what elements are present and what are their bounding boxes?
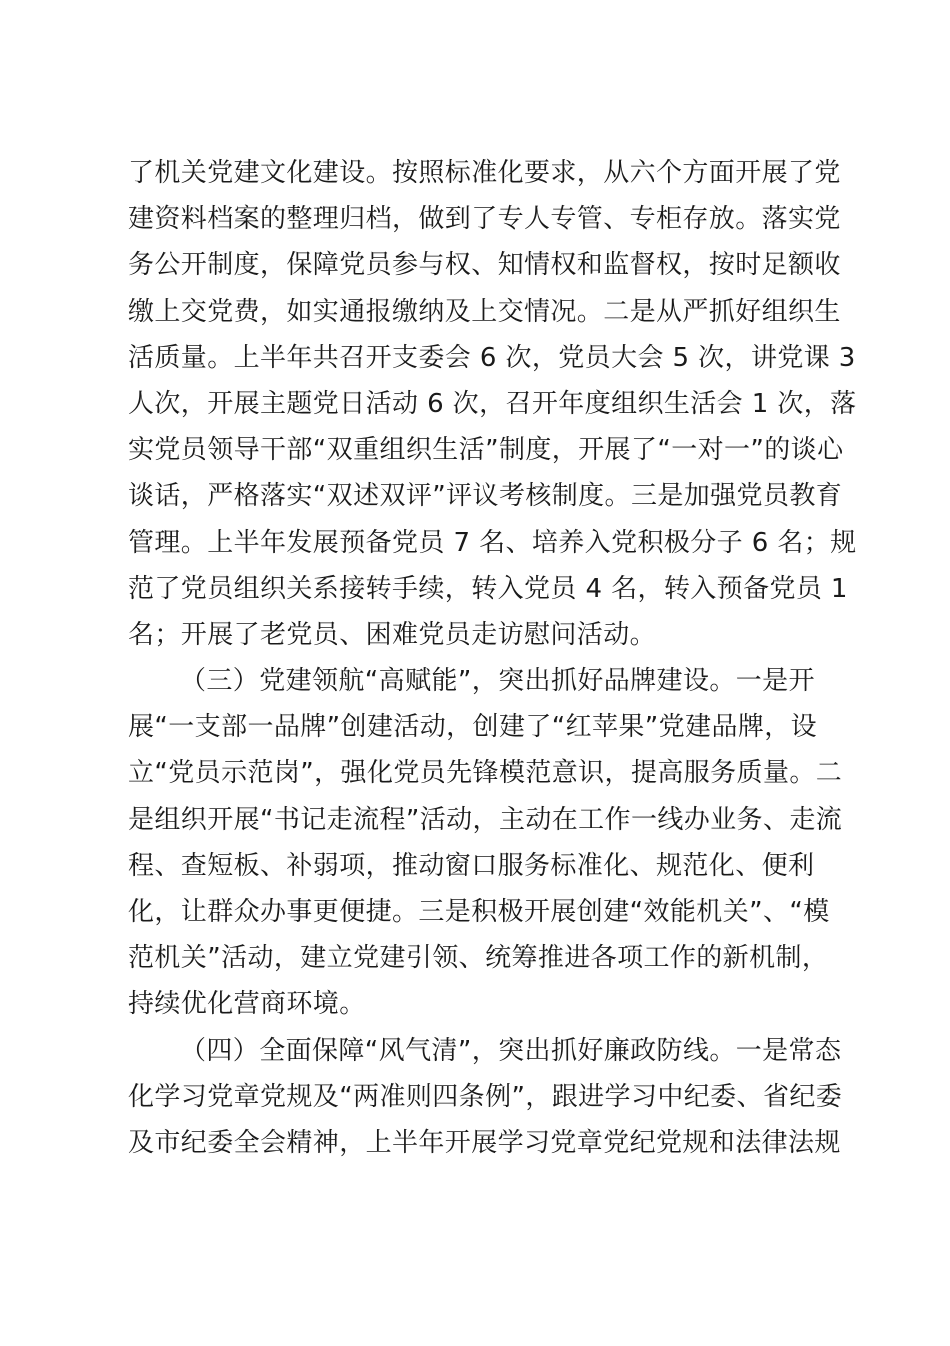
section-heading-line: （三）党建领航“高赋能”，突出抓好品牌建设。一是开: [180, 666, 815, 697]
text-line: 管理。上半年发展预备党员 7 名、培养入党积极分子 6 名；规: [128, 527, 857, 558]
text-line: 谈话，严格落实“双述双评”评议考核制度。三是加强党员教育: [128, 481, 843, 512]
text-line: 建资料档案的整理归档，做到了专人专管、专柜存放。落实党: [128, 204, 841, 235]
text-line: 化，让群众办事更便捷。三是积极开展创建“效能机关”、“模: [128, 897, 830, 927]
text-line: 持续优化营商环境。: [128, 989, 366, 1020]
text-line: 了机关党建文化建设。按照标准化要求，从六个方面开展了党: [128, 158, 841, 188]
text-line: 及市纪委全会精神，上半年开展学习党章党纪党规和法律法规: [128, 1127, 841, 1158]
text-line: 名；开展了老党员、困难党员走访慰问活动。: [128, 619, 657, 650]
text-line: 展“一支部一品牌”创建活动，创建了“红苹果”党建品牌，设: [128, 712, 818, 743]
text-line: 范了党员组织关系接转手续，转入党员 4 名，转入预备党员 1: [128, 573, 848, 604]
text-line: 程、查短板、补弱项，推动窗口服务标准化、规范化、便利: [128, 850, 815, 881]
document-body: [128, 150, 857, 1166]
text-line: 范机关”活动，建立党建引领、统筹推进各项工作的新机制，: [128, 943, 829, 974]
section-heading-line: （四）全面保障“风气清”，突出抓好廉政防线。一是常态: [180, 1035, 842, 1066]
text-line: 是组织开展“书记走流程”活动，主动在工作一线办业务、走流: [128, 804, 843, 835]
text-line: 人次，开展主题党日活动 6 次，召开年度组织生活会 1 次，落: [128, 388, 857, 419]
text-line: 化学习党章党规及“两准则四条例”，跟进学习中纪委、省纪委: [128, 1081, 843, 1112]
text-line: 实党员领导干部“双重组织生活”制度，开展了“一对一”的谈心: [128, 435, 844, 466]
text-line: 活质量。上半年共召开支委会 6 次，党员大会 5 次，讲党课 3: [128, 342, 856, 373]
text-line: 缴上交党费，如实通报缴纳及上交情况。二是从严抓好组织生: [128, 296, 841, 327]
text-line: 立“党员示范岗”，强化党员先锋模范意识，提高服务质量。二: [128, 758, 843, 789]
text-line: 务公开制度，保障党员参与权、知情权和监督权，按时足额收: [128, 250, 841, 281]
